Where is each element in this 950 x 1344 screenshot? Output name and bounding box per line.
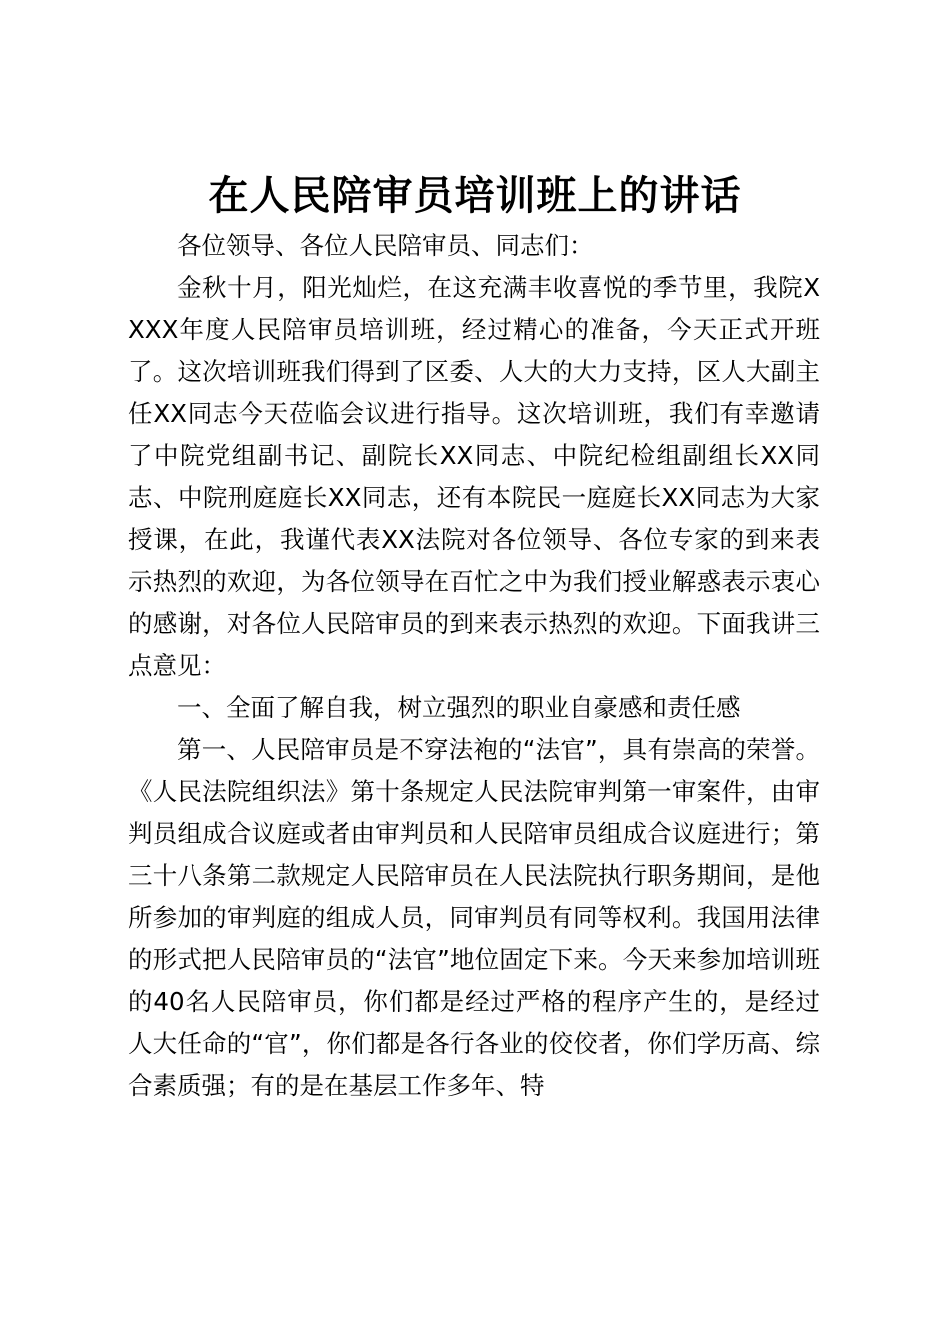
document-title: 在人民陪审员培训班上的讲话 <box>208 172 742 219</box>
document-body <box>128 225 820 1107</box>
section-heading-one: 一、全面了解自我，树立强烈的职业自豪感和责任感 <box>177 693 741 722</box>
point-one-paragraph: 第一、人民陪审员是不穿法袍的“法官”，具有崇高的荣誉。《人民法院组织法》第十条规定人民法院审判第一审案件，由审判员组成合议庭或者由审判员和人民陪审员组成合议庭进行；第三十八条第二款规定人民陪审员在人民法院执行职务期间，是他所参加的审判庭的组成人员，同审判员有同等权利。我国用法律的形式把人民陪审员的“法官”地位固定下来。今天来参加培训班的40名人民陪审员，你们都是经过严格的程序产生的，是经过人大任命的“官”，你们都是各行各业的佼佼者，你们学历高、综合素质强；有的是在基层工作多年、特 <box>128 735 820 1100</box>
salutation-paragraph: 各位领导、各位人民陪审员、同志们： <box>177 231 594 260</box>
opening-paragraph: 金秋十月，阳光灿烂，在这充满丰收喜悦的季节里，我院XXXX年度人民陪审员培训班，经过精心的准备，今天正式开班了。这次培训班我们得到了区委、人大的大力支持，区人大副主任XX同志今天莅临会议进行指导。这次培训班，我们有幸邀请了中院党组副书记、副院长XX同志、中院纪检组副组长XX同志、中院刑庭庭长XX同志，还有本院民一庭庭长XX同志为大家授课，在此，我谨代表XX法院对各位领导、各位专家的到来表示热烈的欢迎，为各位领导在百忙之中为我们授业解惑表示衷心的感谢，对各位人民陪审员的到来表示热烈的欢迎。下面我讲三点意见： <box>128 273 820 680</box>
